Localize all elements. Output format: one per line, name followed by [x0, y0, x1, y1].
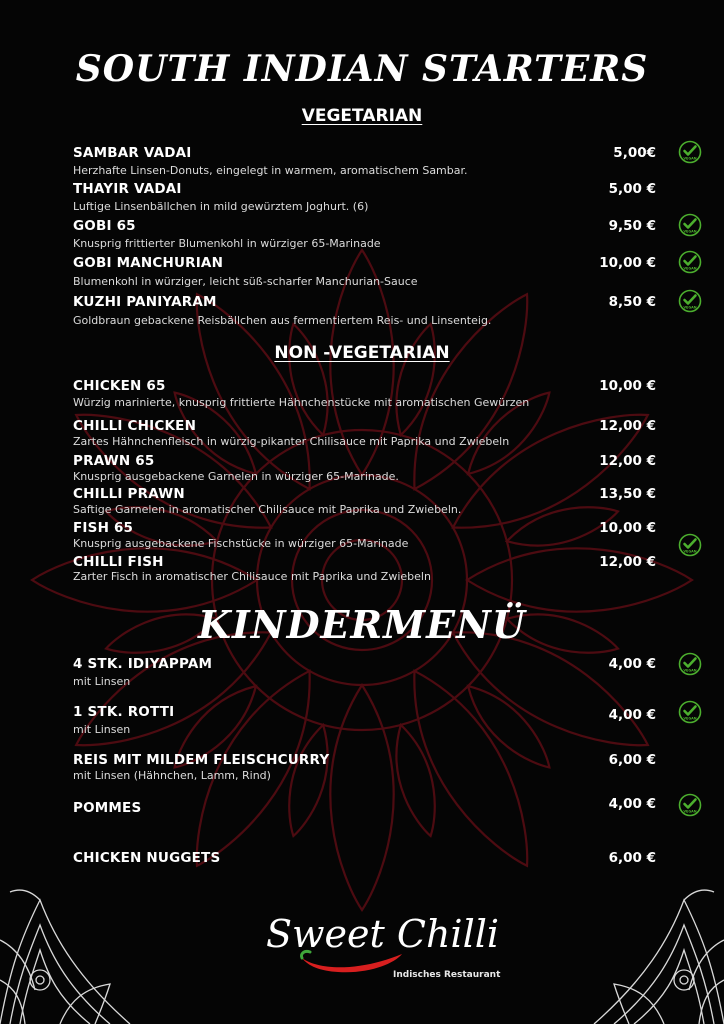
- item-name: PRAWN 65: [73, 453, 155, 469]
- vegan-badge-icon: [678, 700, 702, 724]
- item-price: 4,00 €: [608, 796, 656, 812]
- item-price: 6,00 €: [608, 752, 656, 768]
- item-price: 5,00€: [613, 145, 656, 161]
- item-price: 6,00 €: [608, 850, 656, 866]
- vegan-badge-icon: [678, 250, 702, 274]
- item-name: REIS MIT MILDEM FLEISCHCURRY: [73, 752, 330, 768]
- item-name: FISH 65: [73, 520, 134, 536]
- item-price: 10,00 €: [599, 378, 656, 394]
- item-name: SAMBAR VADAI: [73, 145, 192, 161]
- vegan-badge-icon: [678, 213, 702, 237]
- item-price: 5,00 €: [608, 181, 656, 197]
- item-price: 12,00 €: [599, 418, 656, 434]
- vegan-badge-icon: [678, 652, 702, 676]
- item-description: mit Linsen: [73, 723, 131, 736]
- item-name: THAYIR VADAI: [73, 181, 182, 197]
- item-description: Knusprig ausgebackene Fischstücke in würziger 65-Marinade: [73, 537, 409, 550]
- logo-wordmark: Sweet Chilli: [266, 912, 500, 956]
- item-description: Knusprig frittierter Blumenkohl in würziger 65-Marinade: [73, 237, 381, 250]
- svg-text:VEGAN: VEGAN: [683, 809, 697, 814]
- item-price: 8,50 €: [608, 294, 656, 310]
- svg-text:VEGAN: VEGAN: [683, 668, 697, 673]
- item-description: Saftige Garnelen in aromatischer Chilisauce mit Paprika und Zwiebeln.: [73, 503, 462, 516]
- vegan-leaf-icon: [678, 213, 702, 237]
- item-name: CHILLI FISH: [73, 554, 164, 570]
- page-title: SOUTH INDIAN STARTERS: [75, 48, 649, 90]
- item-name: GOBI MANCHURIAN: [73, 255, 224, 271]
- svg-text:VEGAN: VEGAN: [683, 549, 697, 554]
- item-name: GOBI 65: [73, 218, 136, 234]
- vegan-leaf-icon: [678, 250, 702, 274]
- item-description: Zarter Fisch in aromatischer Chilisauce mit Paprika und Zwiebeln: [73, 570, 431, 583]
- item-description: mit Linsen: [73, 675, 131, 688]
- item-name: KUZHI PANIYARAM: [73, 294, 217, 310]
- svg-text:VEGAN: VEGAN: [683, 305, 697, 310]
- chili-pepper-icon: [298, 948, 408, 974]
- item-name: 1 STK. ROTTI: [73, 704, 175, 720]
- item-description: Zartes Hähnchenfleisch in würzig-pikanter Chilisauce mit Paprika und Zwiebeln: [73, 435, 510, 448]
- item-price: 9,50 €: [608, 218, 656, 234]
- item-description: Würzig marinierte, knusprig frittierte Hähnchenstücke mit aromatischen Gewürzen: [73, 396, 530, 409]
- item-name: CHILLI CHICKEN: [73, 418, 197, 434]
- vegan-leaf-icon: [678, 289, 702, 313]
- item-name: 4 STK. IDIYAPPAM: [73, 656, 213, 672]
- vegan-leaf-icon: [678, 700, 702, 724]
- svg-text:VEGAN: VEGAN: [683, 716, 697, 721]
- item-description: Luftige Linsenbällchen in mild gewürztem Joghurt. (6): [73, 200, 369, 213]
- item-description: Goldbraun gebackene Reisbällchen aus fermentiertem Reis- und Linsenteig.: [73, 314, 492, 327]
- item-name: CHICKEN NUGGETS: [73, 850, 221, 866]
- svg-text:VEGAN: VEGAN: [683, 229, 697, 234]
- item-description: Herzhafte Linsen-Donuts, eingelegt in warmem, aromatischem Sambar.: [73, 164, 468, 177]
- item-price: 4,00 €: [608, 656, 656, 672]
- section-heading-kids: KINDERMENÜ: [198, 602, 526, 647]
- corner-ornament-right: [574, 880, 724, 1024]
- item-price: 13,50 €: [599, 486, 656, 502]
- item-price: 12,00 €: [599, 554, 656, 570]
- item-name: CHILLI PRAWN: [73, 486, 185, 502]
- item-description: Blumenkohl in würziger, leicht süß-scharfer Manchurian-Sauce: [73, 275, 418, 288]
- vegan-leaf-icon: [678, 652, 702, 676]
- logo-subtitle: Indisches Restaurant: [393, 970, 501, 980]
- item-name: CHICKEN 65: [73, 378, 166, 394]
- vegan-leaf-icon: [678, 793, 702, 817]
- svg-text:VEGAN: VEGAN: [683, 266, 697, 271]
- corner-ornament-left: [0, 880, 150, 1024]
- section-heading-vegetarian: VEGETARIAN: [301, 106, 423, 126]
- item-price: 4,00 €: [608, 707, 656, 723]
- item-name: POMMES: [73, 800, 142, 816]
- item-description: mit Linsen (Hähnchen, Lamm, Rind): [73, 769, 271, 782]
- item-price: 12,00 €: [599, 453, 656, 469]
- item-price: 10,00 €: [599, 255, 656, 271]
- item-description: Knusprig ausgebackene Garnelen in würziger 65-Marinade.: [73, 470, 399, 483]
- vegan-leaf-icon: [678, 533, 702, 557]
- svg-text:VEGAN: VEGAN: [683, 156, 697, 161]
- section-heading-non-vegetarian: NON -VEGETARIAN: [274, 343, 450, 363]
- item-price: 10,00 €: [599, 520, 656, 536]
- vegan-badge-icon: [678, 289, 702, 313]
- vegan-badge-icon: [678, 140, 702, 164]
- vegan-badge-icon: [678, 533, 702, 557]
- vegan-leaf-icon: [678, 140, 702, 164]
- vegan-badge-icon: [678, 793, 702, 817]
